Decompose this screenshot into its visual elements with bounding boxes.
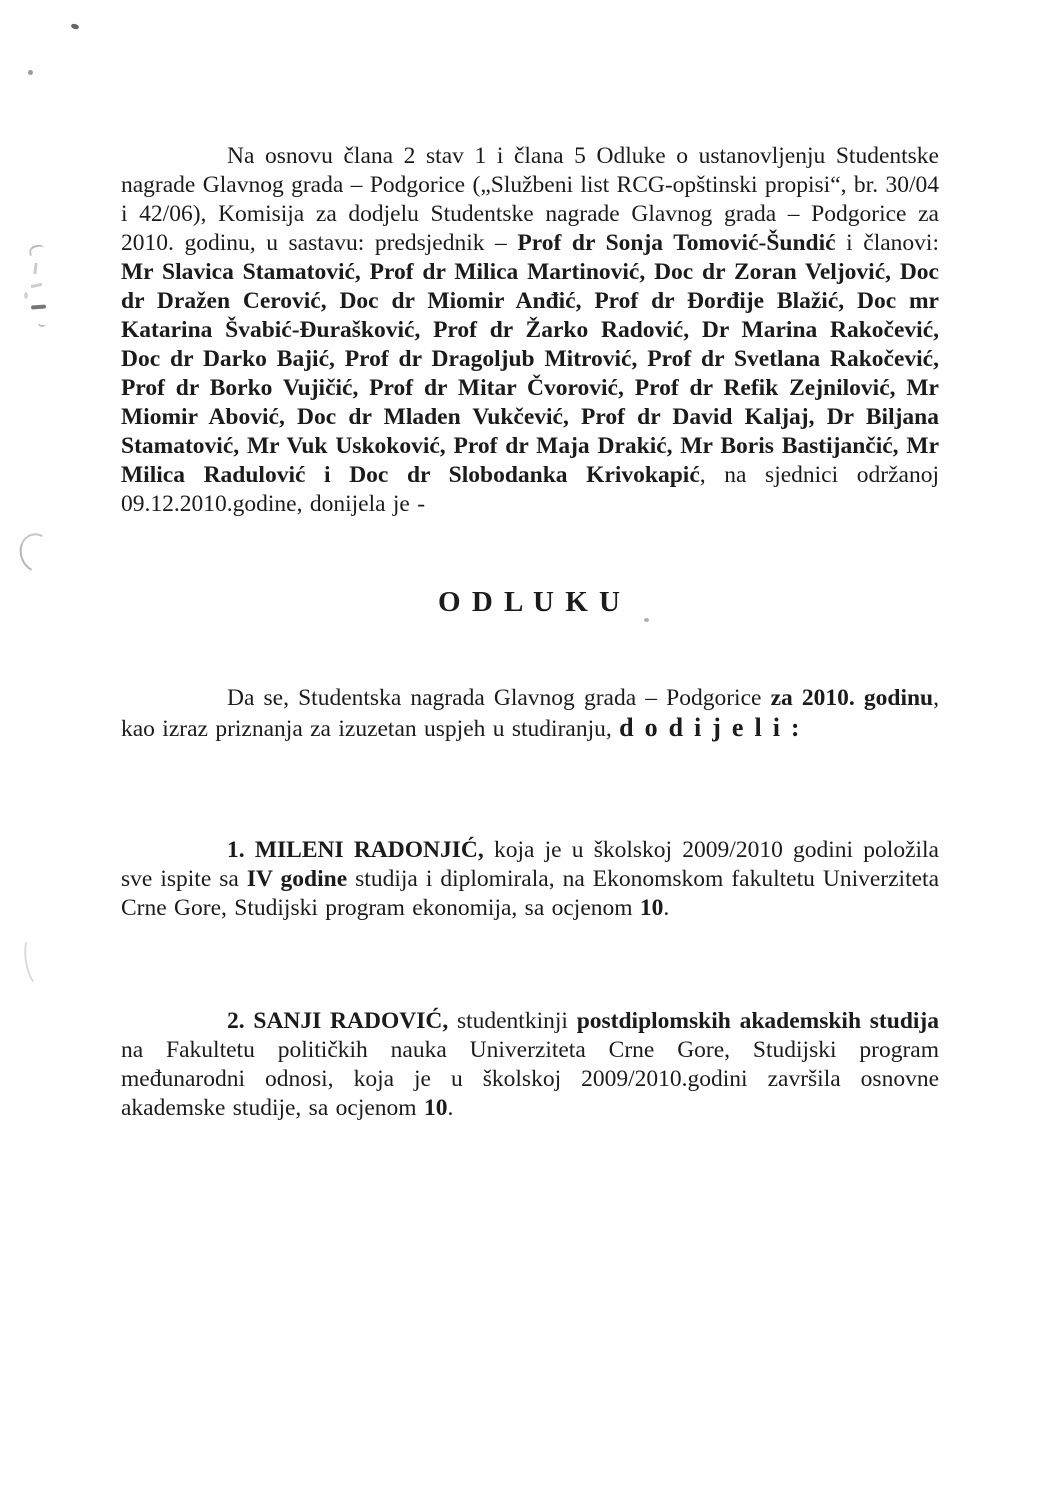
document-body — [121, 142, 939, 1123]
scan-smudge — [37, 319, 46, 327]
scan-smudge-dash — [31, 304, 46, 309]
awardee-1-paragraph — [121, 836, 939, 923]
text-run: Da se, Studentska nagrada Glavnog grada – Podgorice — [227, 685, 771, 711]
text-run: Mr Slavica Stamatović, Prof dr Milica Martinović, Doc dr Zoran Veljović, Doc dr Dražen Cerović, Doc dr Miomir Anđić, Prof dr Đorđije Blažić, Doc mr Katarina Švabić-Đurašković, Prof dr Žarko Radović, Dr Marina Rakočević, Doc dr Darko Bajić, Prof dr Dragoljub Mitrović, Prof dr Svetlana Rakočević, Prof dr Borko Vujičić, Prof dr Mitar Čvorović, Prof dr Refik Zejnilović, Mr Miomir Abović, Doc dr Mladen Vukčević, Prof dr David Kaljaj, Dr Biljana Stamatović, Mr Vuk Uskoković, Prof dr Maja Drakić, Mr Boris Bastijančić, Mr Milica Radulović i Doc dr Slobodanka Krivokapić — [121, 259, 939, 488]
scan-smudge — [24, 292, 28, 299]
text-run: Na osnovu člana 2 stav 1 i člana 5 Odluke o ustanovljenju Studentske nagrade Glavnog grada – Podgorice („Službeni list RCG-opštinski propisi“, br. 30/04 i 42/06), Komisija za dodjelu Studentske nagrade Glavnog grada – Podgorice za 2010. godinu, u sastavu: predsjednik – — [121, 143, 939, 256]
text-run: za 2010. godinu — [770, 685, 934, 711]
intro-paragraph — [121, 142, 939, 519]
text-run: 1. MILENI RADONJIĆ, — [227, 837, 484, 863]
text-run: na Fakultetu političkih nauka Univerziteta Crne Gore, Studijski program međunarodni odnosi, koja je u školskoj 2009/2010.godini završila osnovne akademske studije, sa ocjenom — [121, 1037, 939, 1121]
text-run: d o d i j e l i : — [619, 713, 802, 742]
award-statement-paragraph — [121, 684, 939, 744]
scan-smudge — [31, 283, 42, 288]
text-run: i članovi: — [835, 230, 939, 256]
text-run: 2. SANJI RADOVIĆ, — [227, 1008, 449, 1034]
text-run: studentkinji — [448, 1008, 577, 1034]
text-run: , na sjednici održanoj 09.12.2010.godine, donijela je - — [121, 462, 939, 517]
scan-curve-mark — [21, 935, 48, 988]
text-run: koja je u školskoj 2009/2010 godini položila sve ispite sa — [121, 837, 939, 892]
scan-speck-top — [70, 23, 79, 30]
text-run: . — [663, 895, 670, 921]
awardee-2-paragraph — [121, 1007, 939, 1123]
text-run: studija i diplomirala, na Ekonomskom fakultetu Univerziteta Crne Gore, Studijski program ekonomija, sa ocjenom — [121, 866, 940, 921]
text-run: Prof dr Sonja Tomović-Šundić — [517, 230, 836, 256]
decision-heading: O D L U K U — [438, 586, 622, 618]
scan-smudge — [33, 263, 37, 274]
text-run: 10 — [639, 895, 664, 921]
text-run: postdiplomskih akademskih studija — [576, 1008, 939, 1034]
scan-arc-mark — [14, 528, 60, 577]
text-run: . — [447, 1095, 454, 1121]
text-run: , kao izraz priznanja za izuzetan uspjeh u studiranju, — [121, 685, 939, 742]
scan-speck-top-left — [28, 70, 33, 75]
scan-smudge — [28, 244, 44, 256]
text-run: IV godine — [246, 866, 348, 892]
text-run: 10 — [423, 1095, 448, 1121]
